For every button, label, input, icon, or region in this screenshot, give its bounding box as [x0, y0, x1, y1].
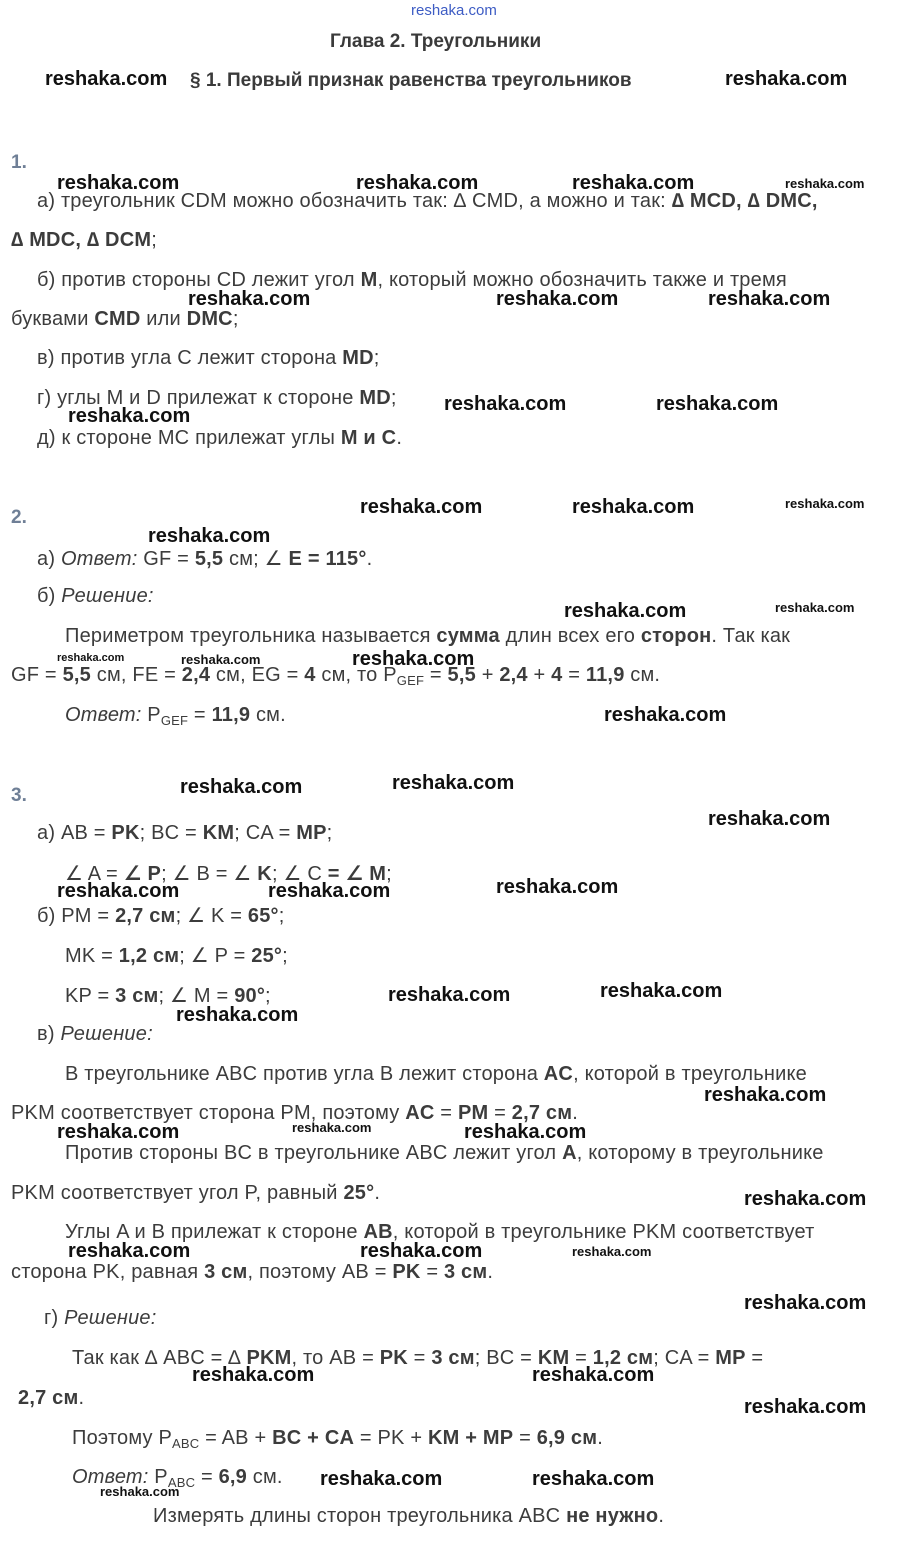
watermark: reshaka.com: [360, 496, 483, 518]
watermark: reshaka.com: [708, 808, 831, 830]
p3-v1-3: , которой в треугольнике: [573, 1063, 807, 1085]
p3-v3-1: Против стороны BC в треугольнике ABC лежит угол: [65, 1142, 563, 1164]
p3-a1-3: ; BC =: [139, 822, 203, 844]
watermark: reshaka.com: [725, 68, 848, 90]
watermark: reshaka.com: [392, 772, 515, 794]
p2-s2-a: GF =: [11, 664, 63, 686]
watermark: reshaka.com: [604, 704, 727, 726]
top-watermark: reshaka.com: [411, 2, 497, 19]
p3-g4-3: 6,9: [218, 1466, 247, 1488]
p1-line-d: [37, 427, 402, 450]
p2-s2-m: 4: [551, 664, 563, 686]
p3-b2-3: ; ∠ P =: [179, 945, 252, 967]
watermark: reshaka.com: [192, 1364, 315, 1386]
p2-s1-t3: . Так как: [711, 625, 791, 647]
p1-b2-text3: ;: [232, 308, 239, 330]
p3-b2-4: 25°: [251, 945, 283, 967]
p2-a-t2: см; ∠: [223, 548, 289, 570]
p1-v-text2: ;: [373, 347, 380, 369]
p3-v2-3: =: [434, 1102, 458, 1124]
p3-a2-3: ; ∠ B = ∠: [161, 863, 258, 885]
p3-a1-5: ; CA =: [234, 822, 297, 844]
p2-s2-l: +: [527, 664, 552, 686]
p2-s1-t2: длин всех его: [499, 625, 641, 647]
watermark: reshaka.com: [708, 288, 831, 310]
p2-line-b: [37, 585, 154, 608]
watermark: reshaka.com: [181, 652, 261, 667]
p3-line-v6: [11, 1261, 493, 1284]
watermark: reshaka.com: [744, 1292, 867, 1314]
p3-g1-6: 3 см: [431, 1347, 475, 1369]
p2-s2-sub: GEF: [396, 673, 425, 688]
p3-g5-3: .: [658, 1505, 665, 1527]
p3-g3-8: +: [459, 1427, 483, 1449]
p3-v1-1: В треугольнике ABC против угла B лежит сторона: [65, 1063, 544, 1085]
p3-v5-1: Углы A и B прилежат к стороне: [65, 1221, 364, 1243]
p1-b2-bold: CMD: [94, 308, 141, 330]
p3-b3-1: KP =: [65, 985, 116, 1007]
p2-a-prefix: а): [37, 548, 61, 570]
p2-ans-1: P: [141, 704, 161, 726]
p1-line-b2: [11, 308, 239, 331]
watermark: reshaka.com: [68, 405, 191, 427]
watermark: reshaka.com: [704, 1084, 827, 1106]
p1-line-v: [37, 347, 380, 370]
p1-g-text2: ;: [390, 387, 397, 409]
p1-b2-bold2: DMC: [186, 308, 233, 330]
watermark: reshaka.com: [57, 652, 125, 664]
p2-a-b2: E: [288, 548, 303, 570]
p3-b1-5: ;: [278, 905, 285, 927]
p3-v2-6: 2,7 см: [511, 1102, 573, 1124]
p1-g-bold: MD: [359, 387, 391, 409]
problem-number-3: 3.: [11, 785, 27, 806]
p2-s2-i: 5,5: [447, 664, 476, 686]
p3-b3-2: 3 см: [115, 985, 159, 1007]
p2-a-t3: .: [366, 548, 373, 570]
p2-line-a: [37, 546, 372, 571]
watermark: reshaka.com: [532, 1364, 655, 1386]
p2-s1-b1: сумма: [436, 625, 500, 647]
p3-v2-1: PKM соответствует сторона PM, поэтому: [11, 1102, 406, 1124]
p3-v-prefix: в): [37, 1023, 61, 1045]
p1-g-text: г) углы M и D прилежат к стороне: [37, 387, 360, 409]
p3-line-b2: [65, 943, 288, 968]
watermark: reshaka.com: [744, 1396, 867, 1418]
p2-s2-f: 4: [304, 664, 316, 686]
p3-g3-7: KM: [427, 1427, 460, 1449]
p3-line-b1: [37, 903, 285, 928]
p3-v4-1: PKM соответствует угол P, равный: [11, 1182, 344, 1204]
watermark: reshaka.com: [532, 1468, 655, 1490]
watermark: reshaka.com: [572, 1244, 652, 1259]
p3-v2-2: AC: [405, 1102, 435, 1124]
p1-b-text: б) против стороны CD лежит угол: [37, 269, 361, 291]
p1-a-bold: ∆ MCD, ∆ DMC,: [671, 190, 818, 212]
p2-a-t1: GF =: [137, 548, 195, 570]
watermark: reshaka.com: [57, 172, 180, 194]
problem-number-1: 1.: [11, 152, 27, 173]
chapter-title: Глава 2. Треугольники: [330, 31, 542, 52]
p3-g1-11: ; CA =: [653, 1347, 716, 1369]
p3-v6-7: .: [487, 1261, 494, 1283]
p1-a2-bold: ∆ MDC, ∆ DCM: [11, 229, 152, 251]
p3-g3-5: CA: [324, 1427, 355, 1449]
p3-v4-3: .: [374, 1182, 381, 1204]
p3-g1-3: , то AB =: [291, 1347, 380, 1369]
p3-a1-1: а) AB =: [37, 822, 112, 844]
p3-v1-2: AC: [543, 1063, 574, 1085]
p2-s2-n: =: [562, 664, 586, 686]
p3-g3-12: .: [597, 1427, 603, 1449]
p2-a-b1: 5,5: [194, 548, 224, 570]
p3-g1-7: ; BC =: [474, 1347, 538, 1369]
watermark: reshaka.com: [45, 68, 168, 90]
p3-v2-7: .: [572, 1102, 578, 1124]
p3-b2-1: MK =: [65, 945, 119, 967]
p3-g3-6: = PK +: [354, 1427, 428, 1449]
p3-v4-2: 25°: [343, 1182, 375, 1204]
p3-v3-3: , которому в треугольнике: [576, 1142, 824, 1164]
watermark: reshaka.com: [775, 600, 855, 615]
watermark: reshaka.com: [57, 1121, 180, 1143]
p3-g1-9: =: [569, 1347, 593, 1369]
watermark: reshaka.com: [656, 393, 779, 415]
p1-b2-text2: или: [140, 308, 187, 330]
p1-d-text: д) к стороне MC прилежат углы: [37, 427, 341, 449]
p3-line-a1: [37, 822, 332, 845]
p3-answer-label: Ответ:: [72, 1466, 149, 1488]
watermark: reshaka.com: [356, 172, 479, 194]
p2-answer-label: Ответ:: [60, 548, 138, 570]
p3-line-v3: [65, 1142, 824, 1165]
p3-line-g3: [72, 1427, 603, 1450]
p3-b3-5: ;: [265, 985, 271, 1007]
p2-solution-label: Решение:: [61, 585, 154, 607]
p3-g1-5: =: [407, 1347, 432, 1369]
p3-b1-4: 65°: [247, 905, 279, 927]
p2-line-answer: [65, 704, 286, 727]
p3-g-prefix: г): [44, 1307, 65, 1329]
p3-g1-13: =: [745, 1347, 764, 1369]
p2-a-b4: 115°: [325, 548, 367, 570]
watermark: reshaka.com: [320, 1468, 443, 1490]
watermark: reshaka.com: [744, 1188, 867, 1210]
p3-g3-2: = AB +: [199, 1427, 273, 1449]
p3-g1-10: 1,2 см: [592, 1347, 654, 1369]
p3-g5-2: не нужно: [566, 1505, 659, 1527]
p2-ans-4: см.: [250, 704, 286, 726]
p3-a1-2: PK: [111, 822, 140, 844]
section-title: § 1. Первый признак равенства треугольников: [190, 70, 632, 91]
p3-line-g5: [153, 1505, 664, 1528]
p3-v6-1: сторона PK, равная: [11, 1261, 205, 1283]
p3-solution-label-2: Решение:: [64, 1307, 157, 1329]
watermark: reshaka.com: [600, 980, 723, 1002]
problem-number-2: 2.: [11, 507, 27, 528]
watermark: reshaka.com: [292, 1120, 372, 1135]
p3-line-g: [44, 1307, 157, 1330]
watermark: reshaka.com: [360, 1240, 483, 1262]
watermark: reshaka.com: [180, 776, 303, 798]
p3-g1-1: Так как ∆ ABC = ∆: [72, 1347, 247, 1369]
p2-s2-p: см.: [624, 664, 661, 686]
p2-ans-2: =: [188, 704, 212, 726]
p2-s2-j: +: [475, 664, 500, 686]
p3-a2-4: K: [257, 863, 272, 885]
p1-line-a2: [11, 229, 157, 252]
p2-s2-o: 11,9: [585, 664, 625, 686]
p3-g4-sub: ABC: [167, 1475, 196, 1490]
p3-g3-1: Поэтому P: [72, 1427, 172, 1449]
p3-v6-3: , поэтому AB =: [247, 1261, 393, 1283]
p3-g2-2: .: [78, 1387, 85, 1409]
watermark: reshaka.com: [57, 880, 180, 902]
watermark: reshaka.com: [785, 176, 865, 191]
p3-g1-8: KM: [537, 1347, 570, 1369]
p2-s2-b: 5,5: [62, 664, 91, 686]
p2-line-s2: [11, 664, 660, 687]
p3-solution-label: Решение:: [60, 1023, 153, 1045]
watermark: reshaka.com: [496, 288, 619, 310]
p3-g1-4: PK: [379, 1347, 408, 1369]
watermark: reshaka.com: [268, 880, 391, 902]
p3-a2-1: ∠ A =: [65, 863, 124, 885]
p3-b1-2: 2,7 см: [115, 905, 176, 927]
p2-s2-d: 2,4: [181, 664, 211, 686]
watermark: reshaka.com: [100, 1484, 180, 1499]
p3-g4-4: см.: [247, 1466, 283, 1488]
p1-a-text: а) треугольник CDM можно обозначить так: ∆ CMD, а можно и так:: [37, 190, 672, 212]
watermark: reshaka.com: [564, 600, 687, 622]
p1-v-text: в) против угла C лежит сторона: [37, 347, 343, 369]
p3-b1-1: б) PM =: [37, 905, 116, 927]
p3-line-v: [37, 1023, 153, 1046]
p3-g3-11: 6,9 см: [536, 1427, 598, 1449]
p3-g1-12: MP: [715, 1347, 746, 1369]
p3-a2-5: ; ∠ C: [271, 863, 328, 885]
p3-g3-9: MP: [482, 1427, 514, 1449]
p3-g4-2: =: [195, 1466, 219, 1488]
p3-b2-5: ;: [282, 945, 288, 967]
p2-answer-label-2: Ответ:: [65, 704, 142, 726]
p3-b3-4: 90°: [234, 985, 266, 1007]
watermark: reshaka.com: [444, 393, 567, 415]
p2-s2-h: =: [424, 664, 448, 686]
p3-g4-1: P: [148, 1466, 168, 1488]
p1-v-bold: MD: [342, 347, 374, 369]
p2-line-s1: [65, 625, 790, 648]
p1-d-bold: M и C: [340, 427, 397, 449]
p2-s2-c: см, FE =: [90, 664, 182, 686]
p1-line-b: [37, 269, 787, 292]
watermark: reshaka.com: [785, 496, 865, 511]
p3-g3-3: BC: [272, 1427, 302, 1449]
watermark: reshaka.com: [572, 496, 695, 518]
p3-b3-3: ; ∠ M =: [158, 985, 235, 1007]
p1-b-text2: , который можно обозначить также и тремя: [377, 269, 787, 291]
p3-v6-2: 3 см: [204, 1261, 248, 1283]
p3-v5-3: , которой в треугольнике PKM соответствует: [392, 1221, 815, 1243]
watermark: reshaka.com: [176, 1004, 299, 1026]
p2-s1-t1: Периметром треугольника называется: [65, 625, 437, 647]
p3-g3-10: =: [513, 1427, 537, 1449]
p2-s1-b2: сторон: [640, 625, 712, 647]
p3-a1-6: MP: [296, 822, 327, 844]
p3-b1-3: ; ∠ K =: [175, 905, 248, 927]
p2-s2-g: см, то P: [315, 664, 397, 686]
p3-g3-4: +: [301, 1427, 325, 1449]
p3-line-v4: [11, 1182, 380, 1205]
p2-a-b3: =: [302, 548, 326, 570]
p3-line-g1: [72, 1347, 763, 1370]
p3-g5-1: Измерять длины сторон треугольника ABC: [153, 1505, 567, 1527]
watermark: reshaka.com: [572, 172, 695, 194]
p1-a2-text: ;: [151, 229, 157, 251]
watermark: reshaka.com: [148, 525, 271, 547]
watermark: reshaka.com: [188, 288, 311, 310]
p3-a2-2: ∠ P: [123, 863, 162, 885]
p3-line-v1: [65, 1063, 807, 1086]
p2-ans-sub: GEF: [160, 713, 189, 728]
p3-v6-4: PK: [392, 1261, 421, 1283]
p2-s2-e: см, EG =: [210, 664, 305, 686]
p3-v2-4: PM: [457, 1102, 489, 1124]
p3-g3-sub: ABC: [172, 1436, 200, 1451]
watermark: reshaka.com: [388, 984, 511, 1006]
p2-ans-3: 11,9: [211, 704, 251, 726]
p3-v3-2: A: [562, 1142, 577, 1164]
p3-line-g2: [18, 1387, 84, 1410]
p3-a2-7: ;: [386, 863, 392, 885]
watermark: reshaka.com: [464, 1121, 587, 1143]
p3-v6-5: =: [420, 1261, 444, 1283]
p3-v5-2: AB: [363, 1221, 393, 1243]
watermark: reshaka.com: [68, 1240, 191, 1262]
p3-g2-1: 2,7 см: [18, 1387, 79, 1409]
p3-g1-2: PKM: [246, 1347, 292, 1369]
p1-b2-text: буквами: [11, 308, 95, 330]
p3-a2-6: = ∠ M: [327, 863, 387, 885]
p3-a1-4: KM: [202, 822, 235, 844]
p1-b-bold: M: [360, 269, 378, 291]
p1-d-text2: .: [396, 427, 403, 449]
p3-b2-2: 1,2 см: [118, 945, 180, 967]
watermark: reshaka.com: [352, 648, 475, 670]
p2-s2-k: 2,4: [499, 664, 528, 686]
p2-b-prefix: б): [37, 585, 62, 607]
p3-v2-5: =: [488, 1102, 512, 1124]
watermark: reshaka.com: [496, 876, 619, 898]
p3-a1-7: ;: [326, 822, 333, 844]
p3-v6-6: 3 см: [443, 1261, 488, 1283]
